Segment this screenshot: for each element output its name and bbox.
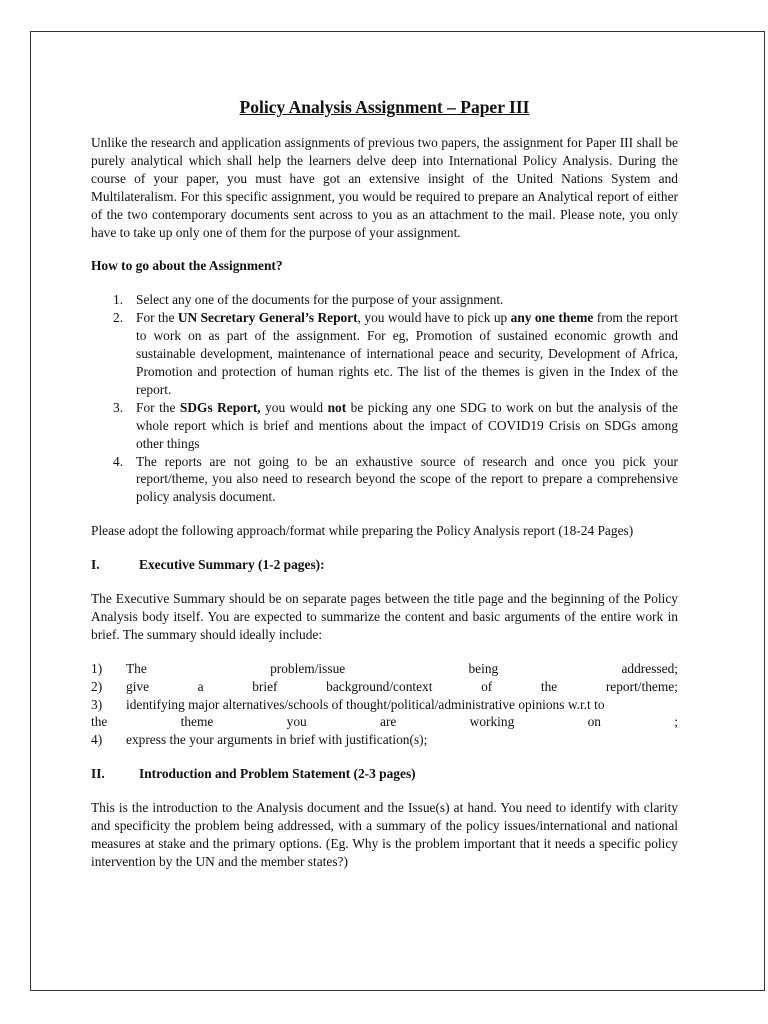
item-text: identifying major alternatives/schools of thought/political/administrative opinions w.r.t to bbox=[126, 696, 605, 712]
step-text: The reports are not going to be an exhaustive source of research and once you pick your report/theme, you also need to research beyond the scope of the report to prepare a comprehensive policy analysis document. bbox=[136, 453, 678, 505]
summary-item-4 bbox=[91, 731, 678, 749]
word: report/theme; bbox=[605, 678, 678, 694]
document-title: Policy Analysis Assignment – Paper III bbox=[239, 97, 530, 117]
step-number: 3. bbox=[113, 399, 124, 415]
item-number: 1) bbox=[91, 660, 103, 676]
step-text: you would bbox=[260, 399, 328, 415]
word: being bbox=[468, 660, 499, 676]
section-number: II. bbox=[91, 766, 105, 782]
document-content bbox=[91, 96, 678, 871]
word: ; bbox=[674, 714, 678, 730]
step-text: Select any one of the documents for the purpose of your assignment. bbox=[136, 292, 504, 308]
summary-item-3 bbox=[91, 696, 678, 714]
document-page bbox=[30, 31, 765, 991]
word: The bbox=[126, 660, 147, 676]
summary-list bbox=[91, 660, 678, 750]
word: background/context bbox=[326, 678, 433, 694]
section-number: I. bbox=[91, 557, 100, 573]
step-emphasis: UN Secretary General’s Report bbox=[177, 310, 358, 326]
word: a bbox=[197, 678, 204, 694]
summary-item-3-continuation bbox=[91, 713, 678, 731]
section-1-heading bbox=[91, 556, 678, 574]
step-text: from the report to work on as part of the assignment. For eg, Promotion of sustained economic growth and sustainable development, maintenance of international peace and security, Development of Africa, Promotion and protection of human rights etc. The list of the themes is given in the Index of the report. bbox=[136, 310, 679, 397]
step-1 bbox=[91, 291, 678, 309]
word: theme bbox=[180, 714, 214, 730]
step-emphasis: any one theme bbox=[510, 310, 594, 326]
how-to-heading: How to go about the Assignment? bbox=[91, 258, 283, 274]
step-emphasis: SDGs Report, bbox=[179, 399, 261, 415]
summary-item-2 bbox=[91, 678, 678, 696]
executive-summary-paragraph: The Executive Summary should be on separate pages between the title page and the beginning of the Policy Analysis body itself. You are expected to summarize the content and basic arguments of the entire work in brief. The summary should ideally include: bbox=[91, 591, 678, 642]
word: are bbox=[380, 714, 397, 730]
step-text: For the bbox=[136, 310, 178, 326]
section-2-heading bbox=[91, 765, 678, 783]
word: of bbox=[481, 678, 493, 694]
step-number: 2. bbox=[113, 310, 124, 326]
step-text: For the bbox=[136, 399, 180, 415]
word: on bbox=[587, 714, 601, 730]
word: give bbox=[126, 678, 150, 694]
introduction-paragraph: This is the introduction to the Analysis document and the Issue(s) at hand. You need to identify with clarity and specificity the problem being addressed, with a summary of the policy issues/international and national measures at stake and the primary options. (Eg. Why is the problem important that it needs a specific policy intervention by the UN and the member states?) bbox=[91, 800, 678, 869]
steps-list bbox=[91, 291, 678, 506]
word: problem/issue bbox=[270, 660, 346, 676]
item-text: express the your arguments in brief with justification(s); bbox=[126, 732, 428, 748]
word: the bbox=[91, 714, 108, 730]
step-3 bbox=[91, 399, 678, 453]
word: working bbox=[469, 714, 515, 730]
section-title: Executive Summary (1-2 pages): bbox=[139, 557, 325, 573]
step-4 bbox=[91, 453, 678, 507]
item-text bbox=[126, 660, 678, 678]
word: you bbox=[286, 714, 307, 730]
approach-paragraph: Please adopt the following approach/format while preparing the Policy Analysis report (18-24 Pages) bbox=[91, 523, 634, 539]
step-number: 4. bbox=[113, 453, 124, 469]
item-text bbox=[126, 678, 678, 696]
summary-item-1 bbox=[91, 660, 678, 678]
step-number: 1. bbox=[113, 292, 124, 308]
word: brief bbox=[252, 678, 278, 694]
step-emphasis: not bbox=[327, 399, 347, 415]
item-number: 4) bbox=[91, 732, 103, 748]
word: the bbox=[540, 678, 558, 694]
word: addressed; bbox=[621, 660, 678, 676]
section-title: Introduction and Problem Statement (2-3 pages) bbox=[139, 766, 416, 782]
intro-paragraph: Unlike the research and application assignments of previous two papers, the assignment for Paper III shall be purely analytical which shall help the learners delve deep into International Policy Analysis. During the course of your paper, you must have got an extensive insight of the United Nations System and Multilateralism. For this specific assignment, you would be required to prepare an Analytical report of either of the two contemporary documents sent across to you as an attachment to the mail. Please note, you only have to take up only one of them for the purpose of your assignment. bbox=[91, 135, 678, 240]
item-number: 2) bbox=[91, 678, 103, 694]
step-text: be picking any one SDG to work on but the analysis of the whole report which is brief and mentions about the impact of COVID19 Crisis on SDGs among other things bbox=[136, 399, 678, 451]
step-2 bbox=[91, 309, 678, 399]
item-number: 3) bbox=[91, 696, 103, 712]
step-text: , you would have to pick up bbox=[357, 310, 511, 326]
